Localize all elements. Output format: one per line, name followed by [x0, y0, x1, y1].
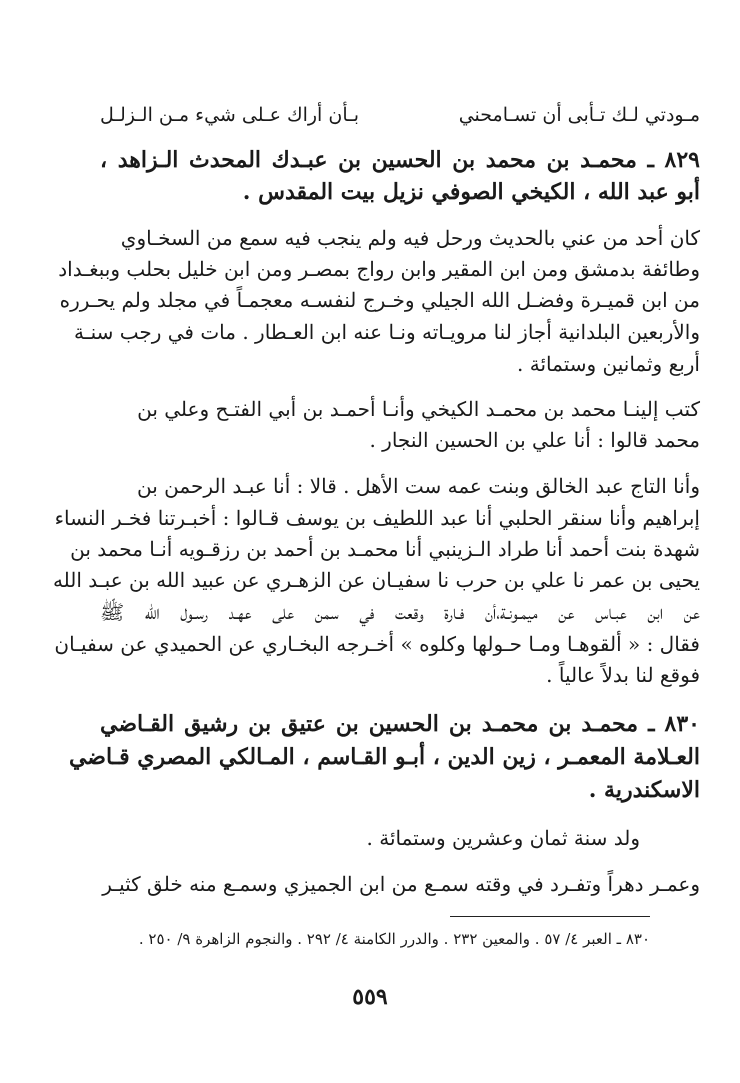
entry-829-p3-line-3: شهدة بنت أحمد أنا طراد الـزينبي أنا محمـد بن أحمد بن رزقـويه أنـا محمد بن — [70, 537, 700, 561]
entry-829-p2-line-1: كتب إلينـا محمد بن محمـد الكيخي وأنـا أحمـد بن أبي الفتـح وعلي بن — [137, 397, 700, 421]
entry-829-p2-line-2: محمد قالوا : أنا علي بن الحسين النجار . — [369, 428, 700, 452]
verse-first-hemistich: مـودتي لـك تـأبى أن تسـامحني — [458, 104, 700, 126]
entry-830-heading-line-2: العـلامة المعمـر ، زين الدين ، أبـو القـاسم ، المـالكي المصري قـاضي — [68, 744, 700, 770]
entry-829-p3-line-4: يحيى بن عمر نا علي بن حرب نا سفيـان عن الزهـري عن عبيد الله بن عبـد الله — [52, 568, 700, 592]
page-number: ٥٥٩ — [352, 984, 388, 1010]
entry-830-heading-line-1: ٨٣٠ ـ محمـد بن محمـد بن الحسين بن عتيق بن رشيق القـاضي — [100, 711, 700, 737]
entry-829-p3-line-1: وأنا التاج عبد الخالق وبنت عمه ست الأهل . قالا : أنا عبـد الرحمن بن — [137, 474, 700, 498]
entry-829-p1-line-5: أربع وثمانين وستمائة . — [517, 352, 700, 376]
entry-829-p1-line-1: كان أحد من عني بالحديث ورحل فيه ولم ينجب فيه سمع من السخـاوي — [120, 226, 700, 250]
entry-829-p1-line-4: والأربعين البلدانية أجاز لنا مرويـاته ونـا عنه ابن العـطار . مات في رجب سنـة — [74, 320, 700, 344]
entry-830-p1: ولد سنة ثمان وعشرين وستمائة . — [366, 826, 640, 850]
entry-829-heading-line-1: ٨٢٩ ـ محمـد بن محمد بن الحسين بن عبـدك المحدث الـزاهد ، — [100, 147, 700, 173]
entry-829-p3-line-6: فقال : « ألقوهـا ومـا حـولها وكلوه » أخـرجه البخـاري عن الحميدي عن سفيـان — [54, 632, 700, 656]
entry-829-p1-line-2: وطائفة بدمشق ومن ابن المقير وابن رواج بمصـر ومن ابن خليل بحلب وببغـداد — [58, 257, 700, 281]
poetry-verse — [100, 100, 700, 130]
entry-830-heading-line-3: الاسكندرية . — [588, 777, 700, 803]
verse-second-hemistich: بـأن أراك عـلى شيء مـن الـزلـل — [100, 104, 359, 126]
entry-829-p3-line-2: إبراهيم وأنا سنقر الحلبي أنا عبد اللطيف بن يوسف قـالوا : أخبـرتنا فخـر النساء — [54, 506, 700, 530]
entry-829-p1-line-3: من ابن قميـرة وفضـل الله الجيلي وخـرج لنفسـه معجمـاً في مجلد ولم يحـرره — [59, 288, 700, 312]
entry-830-p2: وعمـر دهراً وتفـرد في وقته سمـع من ابن الجميزي وسمـع منه خلق كثيـر — [102, 872, 700, 896]
footnote-separator — [450, 916, 650, 917]
footnote: ٨٣٠ ـ العبر ٤/ ٥٧ . والمعين ٢٣٢ . والدرر الكامنة ٤/ ٢٩٢ . والنجوم الزاهرة ٩/ ٢٥٠ . — [138, 930, 650, 948]
entry-829-heading-line-2: أبو عبد الله ، الكيخي الصوفي نزيل بيت المقدس . — [242, 179, 700, 205]
entry-829-p3-line-7: فوقع لنا بدلاً عالياً . — [546, 663, 700, 687]
entry-829-p3-line-5: عن ابن عبـاس عن ميمـونـة،أن فـارة وقعت في سمن على عهـد رسـول الله ﷺ — [100, 600, 700, 624]
